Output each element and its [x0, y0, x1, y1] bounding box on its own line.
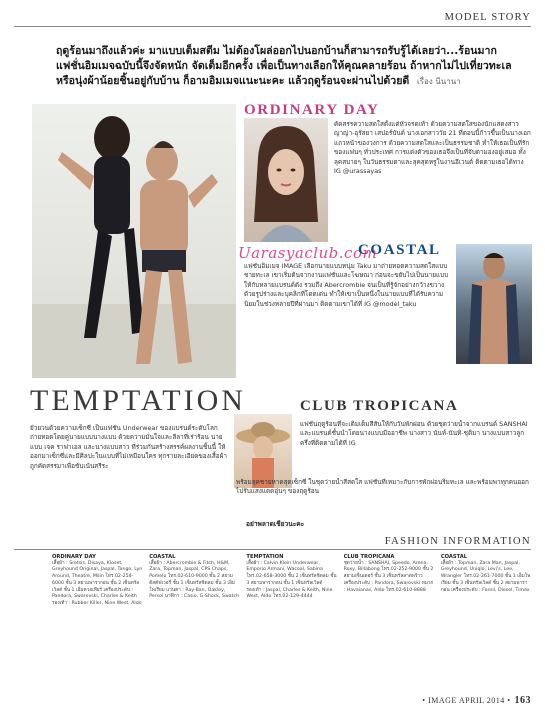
ordinary-day-title: ORDINARY DAY: [244, 102, 380, 118]
ordinary-day-photo: [244, 118, 328, 242]
fashion-info-text: เสื้อผ้า : Abercrombie & Fitch, H&M, Zara, Topman, Jaspal, CPS Chaps, Pomelo โทร.02-610-9000 ชั้น 2 สยามดิสคัฟเวอรี่ ชั้น 1 เซ็นทรัลชิดลม ชั้น 3 เอ็มโพเรียม แว่นตา : Ray-Ban, Oakley, Persol นาฬิกา : Casio, G-Shock, Swatch: [149, 560, 240, 600]
temptation-text: ยั่วยวนด้วยความเซ็กซี่ เป็นแฟชั่น Underwear ของแบรนด์ระดับโลก ถ่ายทอดโดยคู่นายแบบนางแบบ ด้วยความมั่นใจและลีลาที่เร่าร้อน นายแบบ เจค ราฟาเอล และนางแบบสาว ที่ร่วมกันสร้างสรรค์ผลงานชิ้นนี้ ให้ออกมาเซ็กซี่และมีศิลปะในแบบที่ไม่เหมือนใคร ทุกรายละเอียดของเสื้อผ้าถูกคัดสรรมาเพื่อขับเน้นสรีระ: [30, 424, 227, 470]
fashion-info-text: เสื้อผ้า : Topman, Zara Man, Jaspal, Greyhound, Uniqlo, Levi's, Lee, Wrangler โทร.02-261-7000 ชั้น 1 เอ็มโพเรียม ชั้น 3 เซ็นทรัลเวิลด์ ชั้น 2 สยามพารากอน เครื่องประดับ : Fossil, Diesel, Timex: [440, 560, 531, 593]
fashion-information-columns: [52, 554, 532, 684]
club-tropicana-text: แฟชั่นฤดูร้อนที่จะเติมเต็มสีสันให้กับวันพักผ่อน ด้วยชุดว่ายน้ำจากแบรนด์ SANSHAI และแบรนด์ชั้นนำโดยนางแบบมืออาชีพ นางสาว นันท์-นันทิ-ชุติมา นางแบบสาวลูกครึ่งที่ติดตามได้ที่ IG: [300, 420, 528, 447]
club-tropicana-credit: อย่าพลาดเชียวนะคะ: [246, 520, 305, 528]
fashion-information-title: FASHION INFORMATION: [384, 536, 531, 547]
coastal-photo: [456, 244, 532, 364]
club-tropicana-text-continued: พร้อมลุคชายหาดสุดเซ็กซี่ ในชุดว่ายน้ำสีสดใส แฟชั่นที่เหมาะกับการพักผ่อนริมทะเล และพร้อมพาทุกคนออกไปรับแสงแดดอุ่นๆ ของฤดูร้อน: [236, 478, 529, 496]
magazine-issue: • IMAGE APRIL 2014 •: [422, 696, 511, 705]
watermark: Uarasyaclub.com: [238, 244, 378, 262]
intro-text: ฤดูร้อนมาถึงแล้วค่ะ มาแบบเต็มสตีม ไม่ต้องโผล่ออกไปนอกบ้านก็สามารถรับรู้ได้เลยว่า...ร้อนมาก แฟชั่นอิมเมจฉบับนี้จึงจัดหนัก จัดเต็มอีกครั้ง เพื่อเป็นทางเลือกให้คุณคลายร้อน ถ้าหากไม่ไปเที่ยวทะเล หรือนุ่งผ้าน้อยชิ้นอยู่กับบ้าน ก็อามอิมเมจแนะนะคะ แล้วฤดูร้อนจะผ่านไปด้วยดี: [56, 45, 512, 87]
coastal-text: แฟชั่นอิมเมจ IMAGE เลือกนายแบบหนุ่ม Taku มาถ่ายทอดความสดใสแบบชายทะเล เขาเริ่มต้นจากงานแฟชั่นและโฆษณา ก่อนจะขยับไปเป็นนายแบบให้กับหลายแบรนด์ดัง รวมถึง Abercrombie จนเป็นที่รู้จักอย่างกว้างขวาง ด้วยรูปร่างและบุคลิกที่โดดเด่น ทำให้เขาเป็นหนึ่งในนายแบบที่ได้รับความนิยมในช่วงหลายปีที่ผ่านมา ติดตามเขาได้ที่ IG @model_taku: [244, 262, 449, 308]
sun-hat-model-illustration: [234, 414, 292, 488]
page-number: 163: [514, 695, 531, 706]
fashion-info-heading: TEMPTATION: [246, 554, 284, 560]
fashion-info-text: เสื้อผ้า : Calvin Klein Underwear, Emporio Armani, Wacoal, Sabina โทร.02-658-3000 ชั้น 2 เซ็นทรัลชิดลม ชั้น 3 สยามพารากอน ชั้น 1 เซ็นทรัลเวิลด์ รองเท้า : Jaspal, Charles & Keith, Nine West, Aldo โทร.02-129-4444: [246, 560, 337, 600]
fashion-info-column: [52, 554, 143, 684]
fashion-info-heading: COASTAL: [149, 554, 176, 560]
intro-byline: เรื่อง นีนานา: [417, 77, 461, 86]
page-footer: [422, 695, 531, 706]
fashion-info-heading: COASTAL: [440, 554, 468, 560]
fashion-info-column: [246, 554, 337, 684]
fashion-info-column: [344, 554, 435, 684]
intro-paragraph: [56, 44, 526, 89]
fashion-info-column: [149, 554, 240, 684]
ordinary-day-text: คัดสรรความสดใสตั้งแต่หัวจรดเท้า ด้วยความสดใสของนักแสดงสาว ญาญ่า-อุรัสยา เสปอร์บันด์ นางเอกสาววัย 21 ที่ตอนนี้ก้าวขึ้นเป็นนางเอกแถวหน้าของวงการ ด้วยความสดใสและเป็นธรรมชาติ ทำให้เธอเป็นที่รักของแฟนๆ ทั่วประเทศ การแต่งตัวของเธอจึงเป็นที่จับตามองอยู่เสมอ ทั้งลุคสบายๆ ในวันธรรมดาและลุคสุดหรูในงานอีเวนต์ ติดตามเธอได้ทาง IG @urassayas: [334, 120, 531, 176]
coastal-title: COASTAL: [358, 242, 441, 258]
section-label: MODEL STORY: [444, 12, 531, 23]
temptation-title: TEMPTATION: [30, 384, 246, 417]
male-model-illustration: [456, 244, 532, 364]
club-tropicana-photo: [234, 414, 292, 488]
header-divider: [14, 26, 531, 27]
fashion-info-text: ชุดว่ายน้ำ : SANSHAI, Speedo, Arena, Roxy, Billabong โทร.02-252-9000 ชั้น 2 สยามเซ็นเตอร์ ชั้น 3 เซ็นทรัลลาดพร้าว เครื่องประดับ : Pandora, Swarovski หมวก : Havaianas, Aldo โทร.02-610-8888: [343, 560, 434, 593]
club-tropicana-title: CLUB TROPICANA: [300, 398, 459, 414]
fashion-info-heading: CLUB TROPICANA: [343, 554, 395, 560]
fashion-information-divider: [14, 549, 531, 550]
fashion-info-text: เสื้อผ้า : Sretsis, Disaya, Kloset, Greyhound Original, Jaspal, Tango, Lyn Around, Theatre, Milin โทร.02-254-6000 ชั้น 3 สยามพารากอน ชั้น 2 เซ็นทรัลเวิลด์ ชั้น 1 เอ็มควอเทียร์ เครื่องประดับ : Pandora, Swarovski, Charles & Keith รองเท้า : Rubber Killer, Nine West, Aldo: [52, 560, 143, 606]
couple-photo-illustration: [32, 104, 236, 378]
fashion-info-heading: ORDINARY DAY: [52, 554, 96, 560]
portrait-illustration: [244, 118, 328, 242]
fashion-info-column: [441, 554, 532, 684]
temptation-photo: [32, 104, 236, 378]
